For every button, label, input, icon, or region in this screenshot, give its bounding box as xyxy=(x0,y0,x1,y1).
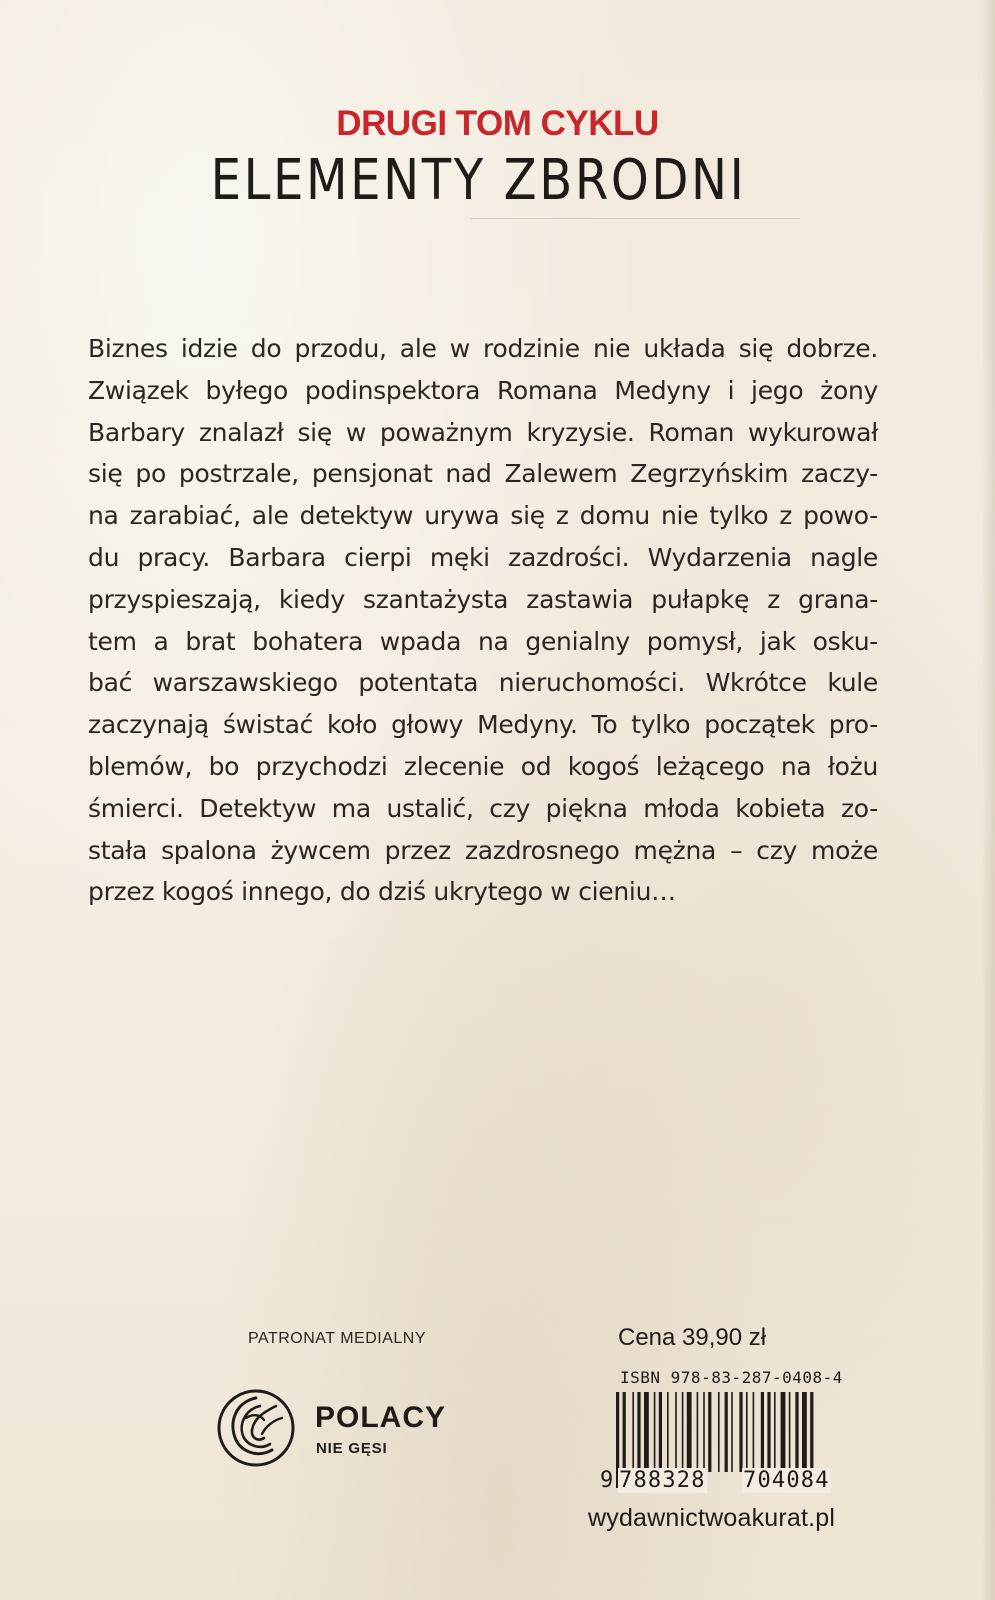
barcode-bar xyxy=(644,1392,649,1472)
barcode-bar xyxy=(703,1392,705,1472)
barcode-bar xyxy=(761,1392,764,1472)
blurb-line: przez kogoś innego, do dziś ukrytego w cieniu… xyxy=(88,877,676,907)
barcode-bar xyxy=(675,1392,677,1472)
barcode-right-group: 704084 xyxy=(743,1468,830,1493)
barcode-bar xyxy=(725,1392,728,1472)
patron-tagline: NIE GĘSI xyxy=(316,1440,388,1457)
barcode-bar xyxy=(731,1392,733,1472)
isbn-label: ISBN 978-83-287-0408-4 xyxy=(620,1368,843,1387)
barcode-first-digit: 9 xyxy=(600,1468,614,1493)
blurb-line: Związek byłego podinspektora Romana Medyny i jego żony xyxy=(88,375,878,405)
blurb-line: bać warszawskiego potentata nieruchomości. Wkrótce kule xyxy=(88,668,878,698)
blurb-line: przyspieszają, kiedy szantażysta zastawia pułapkę z grana- xyxy=(88,584,878,614)
blurb-line: na zarabiać, ale detektyw urywa się z domu nie tylko z powo- xyxy=(88,501,878,531)
barcode-bar xyxy=(802,1392,807,1472)
barcode-bar xyxy=(659,1392,662,1472)
barcode-bar xyxy=(708,1392,711,1472)
barcode-bar xyxy=(746,1392,748,1472)
barcode-bar xyxy=(682,1392,684,1472)
blurb-line: śmierci. Detektyw ma ustalić, czy piękna młoda kobieta zo- xyxy=(88,793,878,823)
blurb-line: du pracy. Barbara cierpi męki zazdrości. Wydarzenia nagle xyxy=(88,542,878,572)
barcode-bar xyxy=(774,1392,776,1472)
barcode-bar xyxy=(739,1392,742,1472)
title-divider xyxy=(470,218,800,219)
publisher-website: wydawnictwoakurat.pl xyxy=(588,1504,836,1532)
blurb-line: blemów, bo przychodzi zlecenie od kogoś leżącego na łożu xyxy=(88,751,878,781)
polacy-nie-gesi-logo-icon xyxy=(216,1388,296,1468)
barcode-bar xyxy=(697,1392,699,1472)
patron-name: POLACY xyxy=(315,1401,447,1434)
blurb-line: Biznes idzie do przodu, ale w rodzinie nie układa się dobrze. xyxy=(88,334,878,363)
barcode-left-group: 788328 xyxy=(619,1468,706,1493)
blurb-line: zaczynają świstać koło głowy Medyny. To tylko początek pro- xyxy=(88,710,878,740)
barcode-digits xyxy=(598,1466,860,1496)
barcode-bar xyxy=(718,1392,720,1472)
series-title: ELEMENTY ZBRODNI xyxy=(210,148,747,213)
barcode-bar xyxy=(795,1392,798,1472)
blurb-line: stała spalona żywcem przez zazdrosnego mężna – czy może xyxy=(88,835,878,865)
barcode-bar xyxy=(687,1392,692,1472)
book-blurb xyxy=(88,328,878,913)
blurb-line: Barbary znalazł się w poważnym kryzysie. Roman wykurował xyxy=(88,417,878,447)
barcode-bar xyxy=(637,1392,640,1472)
barcode-bar xyxy=(654,1392,656,1472)
blurb-line: się po postrzale, pensjonat nad Zalewem Zegrzyńskim zaczy- xyxy=(88,459,878,489)
barcode-bar xyxy=(632,1392,634,1472)
blurb-line: tem a brat bohatera wpada na genialny pomysł, jak osku- xyxy=(88,626,878,656)
barcode-bar xyxy=(767,1392,770,1472)
barcode-bar xyxy=(667,1392,669,1472)
barcode-bar xyxy=(781,1392,786,1472)
price-label: Cena 39,90 zł xyxy=(618,1324,767,1351)
cover-edge-shadow xyxy=(981,0,995,1600)
series-label: DRUGI TOM CYKLU xyxy=(336,104,659,143)
media-patronage-label: PATRONAT MEDIALNY xyxy=(248,1330,427,1347)
barcode-bar xyxy=(789,1392,791,1472)
barcode-bar xyxy=(753,1392,755,1472)
